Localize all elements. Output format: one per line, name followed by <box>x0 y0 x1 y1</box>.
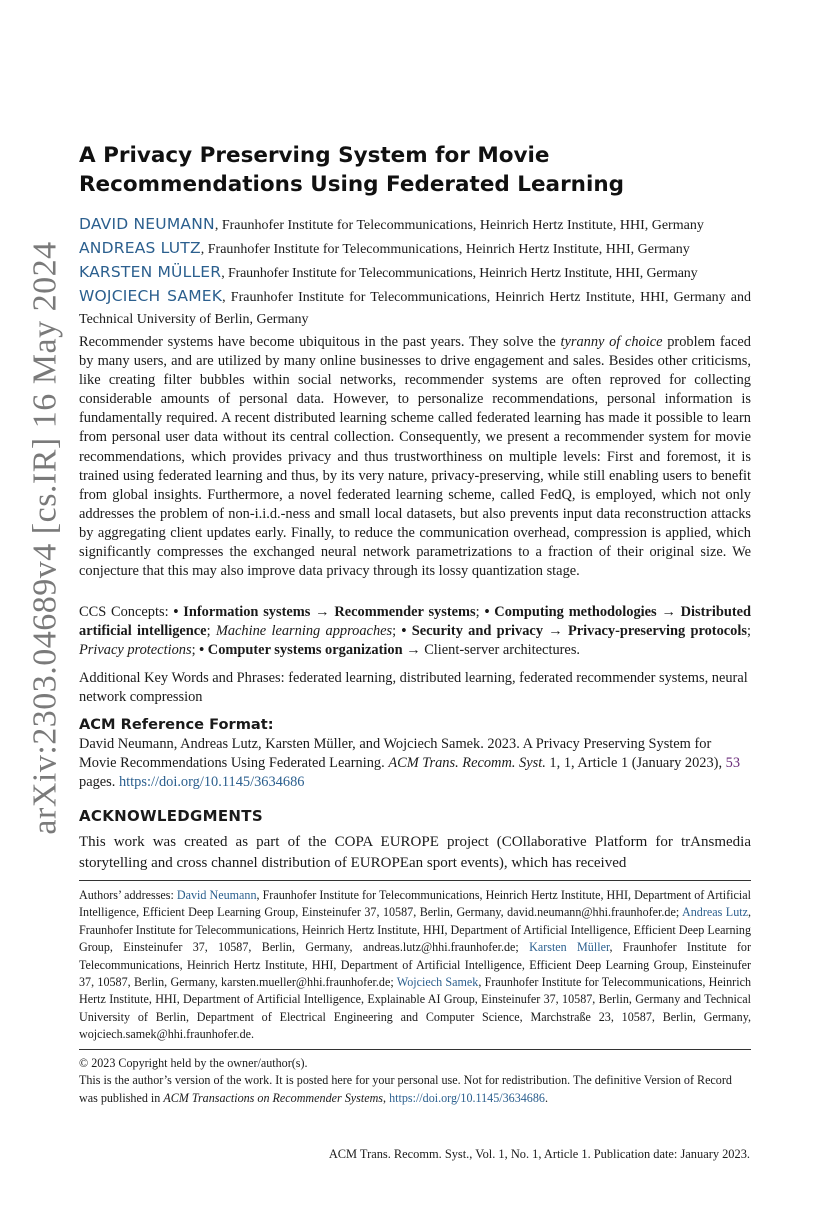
author-name[interactable]: WOJCIECH SAMEK <box>79 287 223 305</box>
reference-volume: 1, 1, Article 1 (January 2023), <box>545 755 726 772</box>
reference-pages-label: pages. <box>79 774 119 791</box>
reference-format <box>79 735 751 792</box>
acknowledgments-text: This work was created as part of the COPA EUROPE project (COllaborative Platform for trAnsmedia storytelling and cross channel distribution of EUROPEan sport events), which has received <box>79 834 751 871</box>
author-entry <box>79 213 751 237</box>
acknowledgments-heading: ACKNOWLEDGMENTS <box>79 807 263 825</box>
author-address: , Fraunhofer Institute for Telecommunications, Heinrich Hertz Institute, HHI, Department of Artificial Intelligence, Efficient Deep Learning Group, Einsteinufer 37, 10587, Berlin, Germany, david.neumann@hhi.fraunhofer.de; <box>79 888 751 920</box>
copyright-doi-link[interactable]: https://doi.org/10.1145/3634686 <box>389 1090 545 1105</box>
copyright-separator: , <box>383 1090 390 1105</box>
ccs-separator: ; <box>392 623 402 640</box>
author-entry <box>79 237 751 261</box>
author-entry <box>79 285 751 331</box>
paper-title: A Privacy Preserving System for Movie Recommendations Using Federated Learning <box>79 143 625 197</box>
ccs-separator: ; <box>475 604 485 620</box>
copyright-end: . <box>544 1090 548 1105</box>
author-link[interactable]: Karsten Müller <box>529 940 610 955</box>
ccs-concept: • Security and privacy → Privacy-preserving protocols <box>401 623 747 640</box>
ccs-subconcept: Privacy protections <box>79 642 192 659</box>
reference-pages-link[interactable]: 53 <box>725 755 741 772</box>
ccs-concept: • Computer systems organization <box>199 642 403 659</box>
abstract-text: Recommender systems have become ubiquitous in the past years. They solve the <box>79 334 561 350</box>
reference-text: David Neumann, Andreas Lutz, Karsten Müller, and Wojciech Samek. 2023. A Privacy Preserving System for Movie Recommendations Using Federated Learning. <box>79 736 712 772</box>
author-link[interactable]: Wojciech Samek <box>396 975 479 990</box>
arxiv-stamp <box>22 238 70 838</box>
author-entry <box>79 261 751 285</box>
ccs-label: CCS Concepts: <box>79 604 174 620</box>
abstract-text: problem faced by many users, and are utilized by many online businesses to drive engagement and sales. Besides other criticisms, like creating filter bubbles within social networks, recommender systems are often reproved for collecting considerable amounts of personal data. However, to personalize recommendations, personal information is fundamentally required. A recent distributed learning scheme called federated learning has made it possible to learn from personal user data without its central collection. Consequently, we present a recommender system for movie recommendations, which provides privacy and thus trustworthiness on multiple levels: First and foremost, it is trained using federated learning and thus, by its very nature, privacy-preserving, while still enabling users to benefit from global insights. Furthermore, a novel federated learning scheme, called FedQ, is employed, which not only addresses the problem of non-i.i.d.-ness and small local datasets, but also prevents input data reconstruction attacks by aggregating client updates early. Finally, to reduce the communication overhead, compression is applied, which significantly compresses the exchanged neural network parametrizations to a fraction of their original size. We conjecture that this may also improve data privacy through its lossy quantization stage. <box>79 334 751 580</box>
ccs-separator: ; <box>746 623 751 640</box>
copyright-notice <box>79 1055 751 1107</box>
copyright-text: This is the author’s version of the work. It is posted here for your personal use. Not for redistribution. The definitive Version of Record was published in <box>79 1073 732 1105</box>
author-affiliation: , Fraunhofer Institute for Telecommunications, Heinrich Hertz Institute, HHI, Germany <box>221 266 698 281</box>
author-link[interactable]: David Neumann <box>176 888 257 902</box>
ccs-subconcept: Machine learning approaches <box>215 623 393 640</box>
abstract-emphasis: tyranny of choice <box>560 334 663 350</box>
ccs-concept: • Computing methodologies → Distributed artificial intelligence <box>79 604 752 640</box>
author-name[interactable]: KARSTEN MÜLLER <box>79 263 222 281</box>
ccs-concept: • Information systems → Recommender systems <box>173 604 476 620</box>
abstract <box>79 333 751 581</box>
author-name[interactable]: ANDREAS LUTZ <box>79 239 201 257</box>
footnote-divider <box>79 880 751 881</box>
reference-doi-link[interactable]: https://doi.org/10.1145/3634686 <box>118 774 305 791</box>
copyright-divider <box>79 1049 751 1050</box>
reference-heading: ACM Reference Format: <box>79 716 274 733</box>
author-address: , Fraunhofer Institute for Telecommunications, Heinrich Hertz Institute, HHI, Department of Artificial Intelligence, Explainable AI Group, Einsteinufer 37, 10587, Berlin, Germany and Technical University of Berlin, Department of Electrical Engineering and Computer Science, Marchstraße 23, 10587, Berlin, Germany, wojciech.samek@hhi.fraunhofer.de. <box>79 975 751 1042</box>
author-affiliation: , Fraunhofer Institute for Telecommunications, Heinrich Hertz Institute, HHI, Germany <box>200 242 690 257</box>
author-list <box>79 213 751 331</box>
ccs-separator: ; <box>191 642 200 659</box>
author-affiliation: , Fraunhofer Institute for Telecommunications, Heinrich Hertz Institute, HHI, Germany and Technical University of Berlin, Germany <box>79 290 751 327</box>
arxiv-id[interactable]: arXiv:2303.04689v4 [cs.IR] 16 May 2024 <box>27 241 64 835</box>
copyright-journal: ACM Transactions on Recommender Systems <box>163 1090 384 1105</box>
author-name[interactable]: DAVID NEUMANN <box>79 215 215 233</box>
ccs-separator: ; <box>206 623 216 640</box>
ccs-tail: → Client-server architectures. <box>402 642 581 659</box>
author-address: , Fraunhofer Institute for Telecommunications, Heinrich Hertz Institute, HHI, Department of Artificial Intelligence, Efficient Deep Learning Group, Einsteinufer 37, 10587, Berlin, Germany, andreas.lutz@hhi.fraunhofer.de; <box>79 905 751 955</box>
footnote-label: Authors’ addresses: <box>79 888 177 902</box>
copyright-line: © 2023 Copyright held by the owner/author(s). <box>79 1056 308 1070</box>
ccs-concepts <box>79 603 751 660</box>
author-addresses <box>79 887 751 1044</box>
author-address: , Fraunhofer Institute for Telecommunications, Heinrich Hertz Institute, HHI, Department of Artificial Intelligence, Efficient Deep Learning Group, Einsteinufer 37, 10587, Berlin, Germany, karsten.mueller@hhi.fraunhofer.de; <box>79 940 751 990</box>
page-footer: ACM Trans. Recomm. Syst., Vol. 1, No. 1, Article 1. Publication date: January 2023. <box>328 1147 750 1161</box>
author-link[interactable]: Andreas Lutz <box>682 905 748 920</box>
keywords: Additional Key Words and Phrases: federated learning, distributed learning, federated recommender systems, neural network compression <box>79 670 748 706</box>
author-affiliation: , Fraunhofer Institute for Telecommunications, Heinrich Hertz Institute, HHI, Germany <box>214 218 704 233</box>
reference-journal: ACM Trans. Recomm. Syst. <box>388 755 546 772</box>
